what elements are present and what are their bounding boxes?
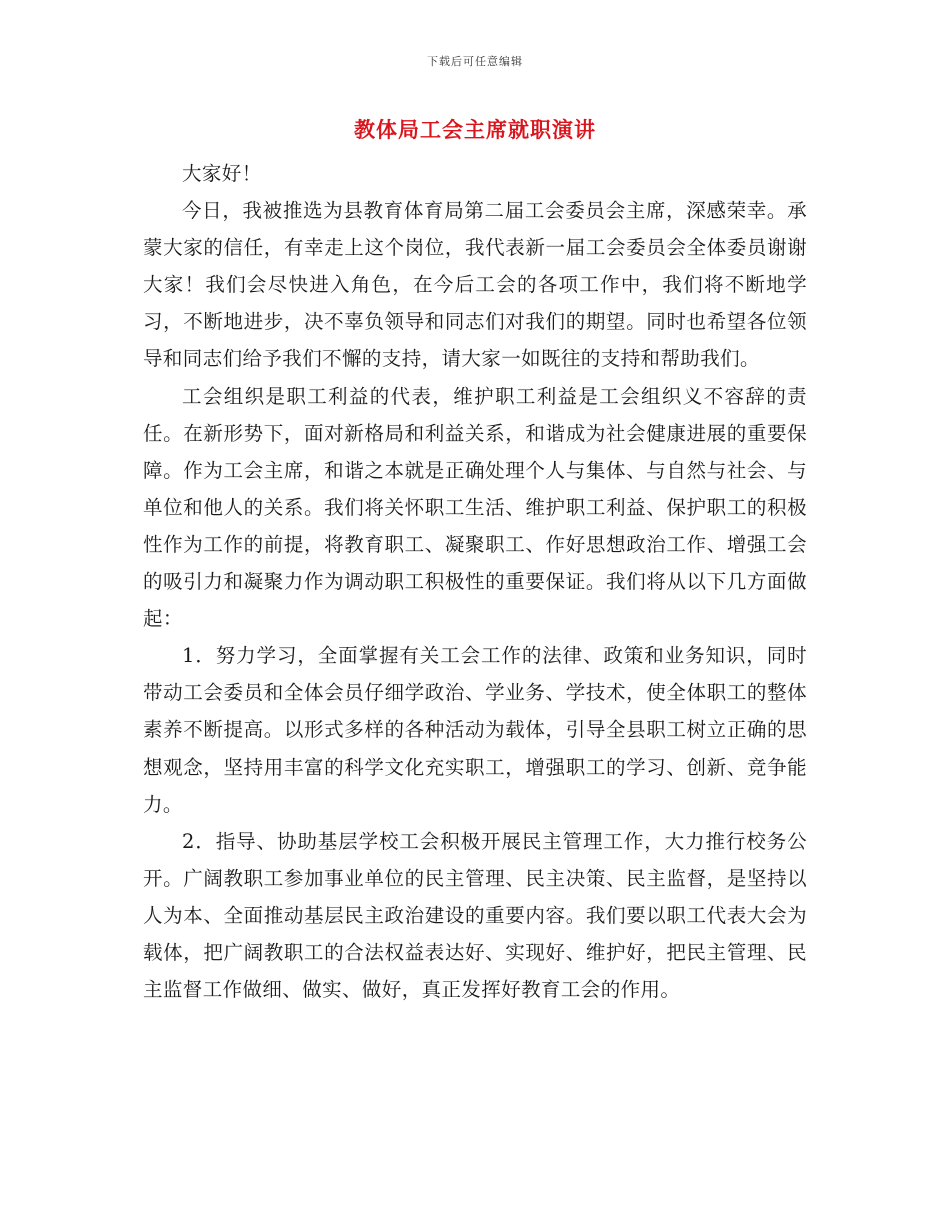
paragraph-greeting: 大家好！	[182, 162, 262, 185]
paragraph-item-1: 1．努力学习，全面掌握有关工会工作的法律、政策和业务知识，同时带动工会委员和全体会员仔细学政治、学业务、学技术，使全体职工的整体素养不断提高。以形式多样的各种活动为载体，引导全县职工树立正确的思想观念，坚持用丰富的科学文化充实职工，增强职工的学习、创新、竞争能力。	[143, 644, 807, 816]
paragraph-union-role: 工会组织是职工利益的代表，维护职工利益是工会组织义不容辞的责任。在新形势下，面对新格局和利益关系，和谐成为社会健康进展的重要保障。作为工会主席，和谐之本就是正确处理个人与集体、与自然与社会、与单位和他人的关系。我们将关怀职工生活、维护职工利益、保护职工的积极性作为工作的前提，将教育职工、凝聚职工、作好思想政治工作、增强工会的吸引力和凝聚力作为调动职工积极性的重要保证。我们将从以下几方面做起：	[143, 384, 807, 631]
document-body	[143, 155, 807, 1008]
paragraph-item-2: 2．指导、协助基层学校工会积极开展民主管理工作，大力推行校务公开。广阔教职工参加事业单位的民主管理、民主决策、民主监督，是坚持以人为本、全面推动基层民主政治建设的重要内容。我们要以职工代表大会为载体，把广阔教职工的合法权益表达好、实现好、维护好，把民主管理、民主监督工作做细、做实、做好，真正发挥好教育工会的作用。	[143, 829, 807, 1002]
page-header-note: 下载后可任意编辑	[427, 55, 523, 68]
document-title: 教体局工会主席就职演讲	[354, 117, 596, 142]
paragraph-introduction: 今日，我被推选为县教育体育局第二届工会委员会主席，深感荣幸。承蒙大家的信任，有幸走上这个岗位，我代表新一届工会委员会全体委员谢谢大家！我们会尽快进入角色，在今后工会的各项工作中，我们将不断地学习，不断地进步，决不辜负领导和同志们对我们的期望。同时也希望各位领导和同志们给予我们不懈的支持，请大家一如既往的支持和帮助我们。	[143, 199, 807, 371]
